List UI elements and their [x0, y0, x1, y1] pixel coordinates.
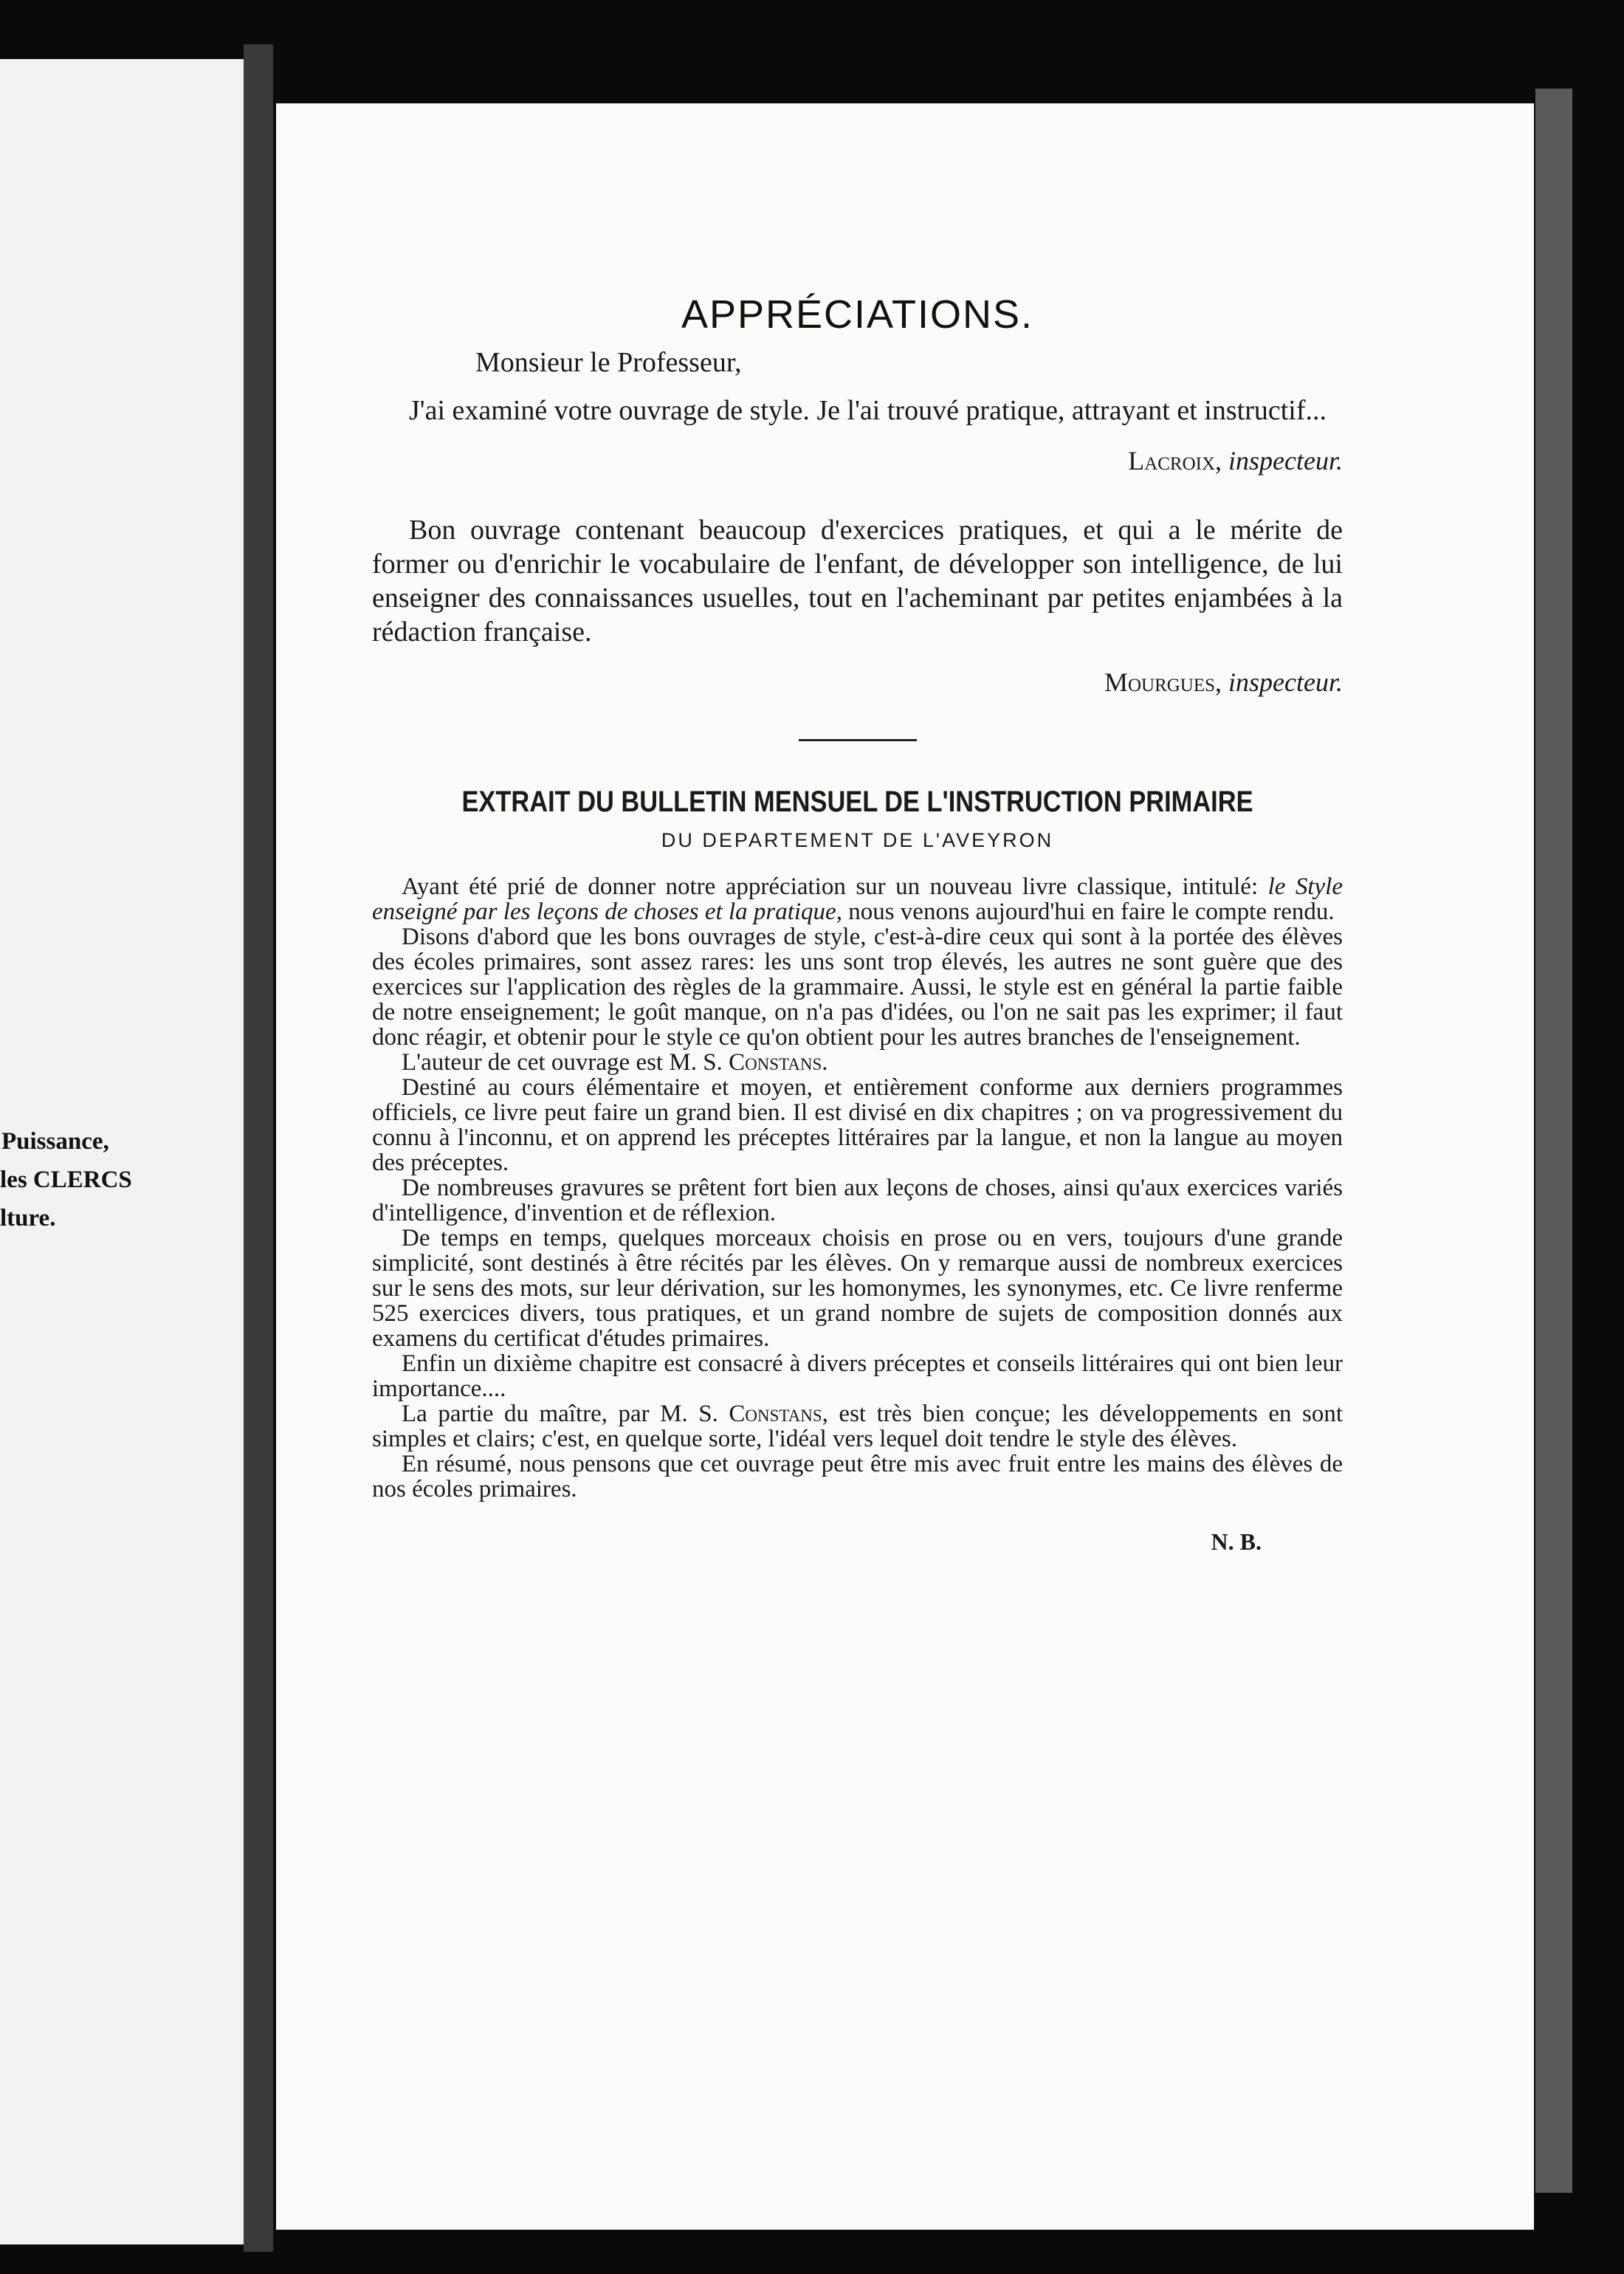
text-run: est très bien conçue; les développements en sont simples et clairs; c'est, en quelque sorte, l'idéal vers lequel doit tendre le style des élèves. — [372, 1401, 1343, 1452]
right-page — [276, 103, 1534, 2230]
signature-mourgues — [372, 667, 1343, 698]
letter-lacroix: J'ai examiné votre ouvrage de style. Je l'ai trouvé pratique, attrayant et instructif... — [409, 395, 1327, 426]
bulletin-paragraph: De nombreuses gravures se prêtent fort bien aux leçons de choses, ainsi qu'aux exercices variés d'intelligence, d'invention et de réflexion. — [372, 1175, 1343, 1226]
text-run: La partie du maître, par M. S. — [402, 1401, 729, 1427]
left-line: lture. — [0, 1205, 56, 1232]
divider-rule — [799, 739, 917, 741]
salutation: Monsieur le Professeur, — [475, 347, 742, 378]
left-line: les CLERCS — [0, 1167, 132, 1193]
signature-name: Mourgues, — [1104, 667, 1222, 697]
author-name: Constans. — [729, 1049, 828, 1076]
bulletin-paragraph: De temps en temps, quelques morceaux choisis en prose ou en vers, toujours d'une grande simplicité, sont destinés à être récités par les élèves. On y remarque aussi de nombreux exercices sur le sens des mots, sur leur dérivation, sur les homonymes, les synonymes, etc. Ce livre renferme 525 exercices divers, tous pratiques, et un grand nombre de sujets de composition donnés aux examens du certificat d'études primaires. — [372, 1225, 1343, 1352]
page-content — [372, 292, 1343, 1579]
appreciation-mourgues — [372, 513, 1343, 698]
book-gutter — [244, 44, 273, 2252]
signature-role: inspecteur. — [1228, 667, 1343, 697]
bulletin-paragraph: Disons d'abord que les bons ouvrages de style, c'est-à-dire ceux qui sont à la portée des élèves des écoles primaires, sont assez rares: les uns sont trop élevés, les autres ne sont guère que des exercices sur l'application des règles de la grammaire. Aussi, le style est en général la partie faible de notre enseignement; le goût manque, on n'a pas d'idées, ou l'on ne sait pas les exprimer; il faut donc réagir, et obtenir pour le style ce qu'on obtient pour les autres branches de l'enseignement. — [372, 924, 1343, 1051]
letter-mourgues: Bon ouvrage contenant beaucoup d'exercices pratiques, et qui a le mérite de former ou d'enrichir le vocabulaire de l'enfant, de développer son intelligence, de lui enseigner des connaissances usuelles, tout en l'acheminant par petites enjambées à la rédaction française. — [372, 515, 1343, 647]
bulletin-paragraph: Enfin un dixième chapitre est consacré à divers préceptes et conseils littéraires qui ont bien leur importance.... — [372, 1350, 1343, 1402]
left-page-text — [0, 1122, 132, 1237]
signature-name: Lacroix, — [1128, 446, 1222, 475]
bulletin-paragraph: En résumé, nous pensons que cet ouvrage peut être mis avec fruit entre les mains des élèves de nos écoles primaires. — [372, 1451, 1343, 1502]
bulletin-subtitle: DU DEPARTEMENT DE L'AVEYRON — [661, 829, 1054, 851]
appreciations-title: APPRÉCIATIONS. — [681, 292, 1034, 337]
signature-lacroix — [372, 445, 1343, 476]
signature-role: inspecteur. — [1228, 446, 1343, 475]
text-run: L'auteur de cet ouvrage est M. S. — [402, 1049, 729, 1076]
book-title-italic: le Style enseigné par les leçons de choses et la pratique, — [372, 873, 1343, 925]
page-edge — [1535, 89, 1572, 2193]
author-name: Constans, — [729, 1401, 828, 1427]
bulletin-signature: N. B. — [1211, 1528, 1262, 1555]
text-run: Ayant été prié de donner notre appréciation sur un nouveau livre classique, intitulé: — [402, 873, 1268, 900]
text-run: nous venons aujourd'hui en faire le compte rendu. — [842, 899, 1335, 925]
bulletin-title: EXTRAIT DU BULLETIN MENSUEL DE L'INSTRUCTION PRIMAIRE — [461, 786, 1253, 818]
bulletin-paragraph: Destiné au cours élémentaire et moyen, et entièrement conforme aux derniers programmes officiels, ce livre peut faire un grand bien. Il est divisé en dix chapitres ; on va progressivement du connu à l'inconnu, et on apprend les préceptes littéraires par la langue, et non la langue au moyen des préceptes. — [372, 1074, 1343, 1176]
bulletin-body — [372, 874, 1343, 1502]
bulletin-paragraph — [372, 874, 1343, 924]
left-page — [0, 59, 247, 2244]
bulletin-paragraph — [372, 1401, 1343, 1452]
left-line: Puissance, — [1, 1128, 109, 1155]
bulletin-paragraph — [372, 1050, 1343, 1075]
